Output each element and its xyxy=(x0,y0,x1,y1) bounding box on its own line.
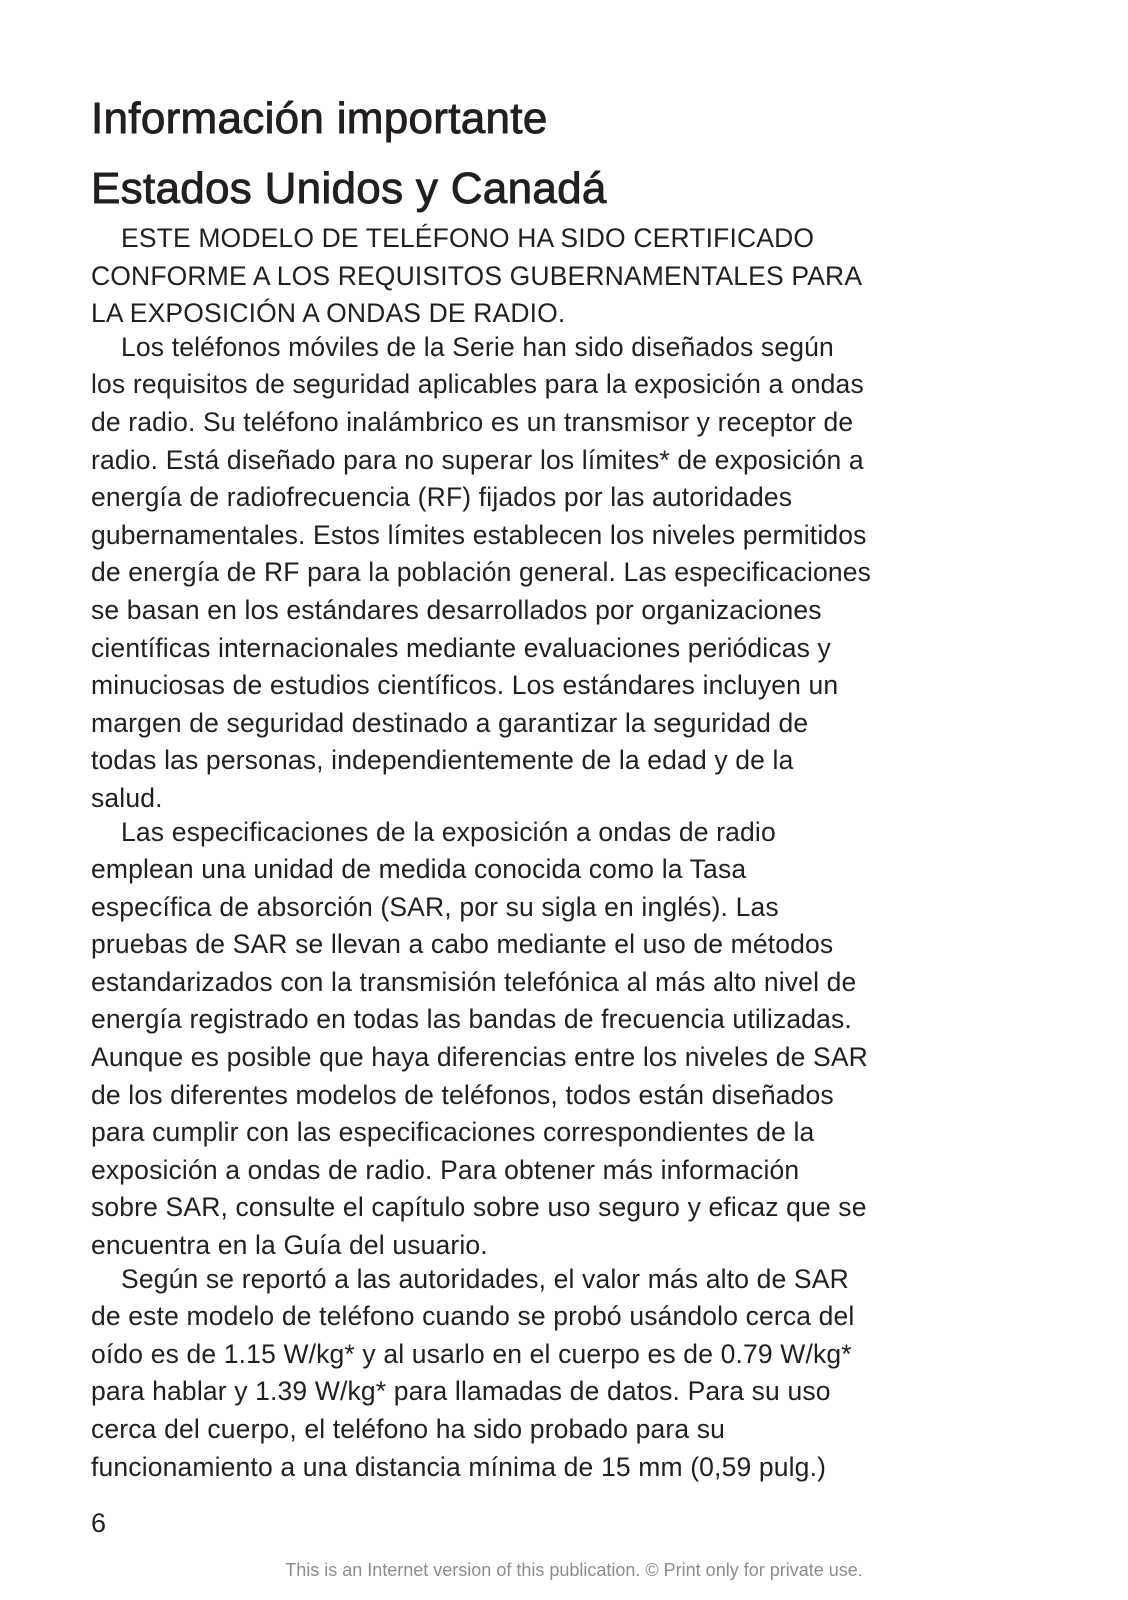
page-number: 6 xyxy=(91,1508,107,1538)
text-line: pruebas de SAR se llevan a cabo mediante el uso de métodos xyxy=(91,929,834,960)
text-line: cerca del cuerpo, el teléfono ha sido probado para su xyxy=(91,1414,726,1444)
text-line: minuciosas de estudios científicos. Los estándares incluyen un xyxy=(91,670,839,701)
text-line: los requisitos de seguridad aplicables para la exposición a ondas xyxy=(91,369,864,400)
text-line: radio. Está diseñado para no superar los límites* de exposición a xyxy=(91,444,864,475)
text-line: Aunque es posible que haya diferencias entre los niveles de SAR xyxy=(91,1042,868,1073)
text-line: emplean una unidad de medida conocida como la Tasa xyxy=(91,854,747,885)
text-line: específica de absorción (SAR, por su sigla en inglés). Las xyxy=(91,891,779,922)
document-page xyxy=(91,84,1051,1486)
text-line: de los diferentes modelos de teléfonos, todos están diseñados xyxy=(91,1079,834,1110)
text-line: energía registrado en todas las bandas de frecuencia utilizadas. xyxy=(91,1004,852,1035)
text-line: oído es de 1.15 W/kg* y al usarlo en el cuerpo es de 0.79 W/kg* xyxy=(91,1338,852,1369)
text-line: Las especificaciones de la exposición a ondas de radio xyxy=(121,816,776,847)
paragraph-sar-definition xyxy=(91,814,1051,1265)
text-line: ESTE MODELO DE TELÉFONO HA SIDO CERTIFICADO xyxy=(121,223,815,253)
text-line: todas las personas, independientemente de la edad y de la xyxy=(91,745,794,776)
text-line: sobre SAR, consulte el capítulo sobre uso seguro y eficaz que se xyxy=(91,1192,867,1223)
text-line: se basan en los estándares desarrollados por organizaciones xyxy=(91,594,822,625)
text-line: estandarizados con la transmisión telefónica al más alto nivel de xyxy=(91,966,857,997)
text-line: CONFORME A LOS REQUISITOS GUBERNAMENTALES PARA xyxy=(91,260,863,291)
text-line: para cumplir con las especificaciones correspondientes de la xyxy=(91,1117,815,1148)
text-line: para hablar y 1.39 W/kg* para llamadas de datos. Para su uso xyxy=(91,1376,831,1407)
text-line: de energía de RF para la población general. Las especificaciones xyxy=(91,557,872,588)
text-line: margen de seguridad destinado a garantizar la seguridad de xyxy=(91,707,809,738)
text-line: funcionamiento a una distancia mínima de 15 mm (0,59 pulg.) xyxy=(91,1451,827,1482)
text-line: Según se reportó a las autoridades, el valor más alto de SAR xyxy=(121,1263,849,1294)
paragraph-sar-values xyxy=(91,1261,1051,1487)
certification-notice xyxy=(91,220,1051,333)
footer-notice: This is an Internet version of this publication. © Print only for private use. xyxy=(285,1560,863,1580)
text-line: encuentra en la Guía del usuario. xyxy=(91,1230,488,1261)
paragraph-rf-limits xyxy=(91,329,1051,818)
text-line: exposición a ondas de radio. Para obtener más información xyxy=(91,1154,800,1185)
text-line: salud. xyxy=(91,782,163,813)
text-line: LA EXPOSICIÓN A ONDAS DE RADIO. xyxy=(91,298,566,329)
section-title: Estados Unidos y Canadá xyxy=(91,164,607,213)
text-line: energía de radiofrecuencia (RF) fijados por las autoridades xyxy=(91,482,793,513)
text-line: de este modelo de teléfono cuando se probó usándolo cerca del xyxy=(91,1301,855,1332)
text-line: científicas internacionales mediante evaluaciones periódicas y xyxy=(91,632,831,663)
page-title: Información importante xyxy=(91,94,548,143)
text-line: gubernamentales. Estos límites establecen los niveles permitidos xyxy=(91,519,867,550)
text-line: Los teléfonos móviles de la Serie han sido diseñados según xyxy=(121,331,834,362)
text-line: de radio. Su teléfono inalámbrico es un transmisor y receptor de xyxy=(91,406,854,437)
